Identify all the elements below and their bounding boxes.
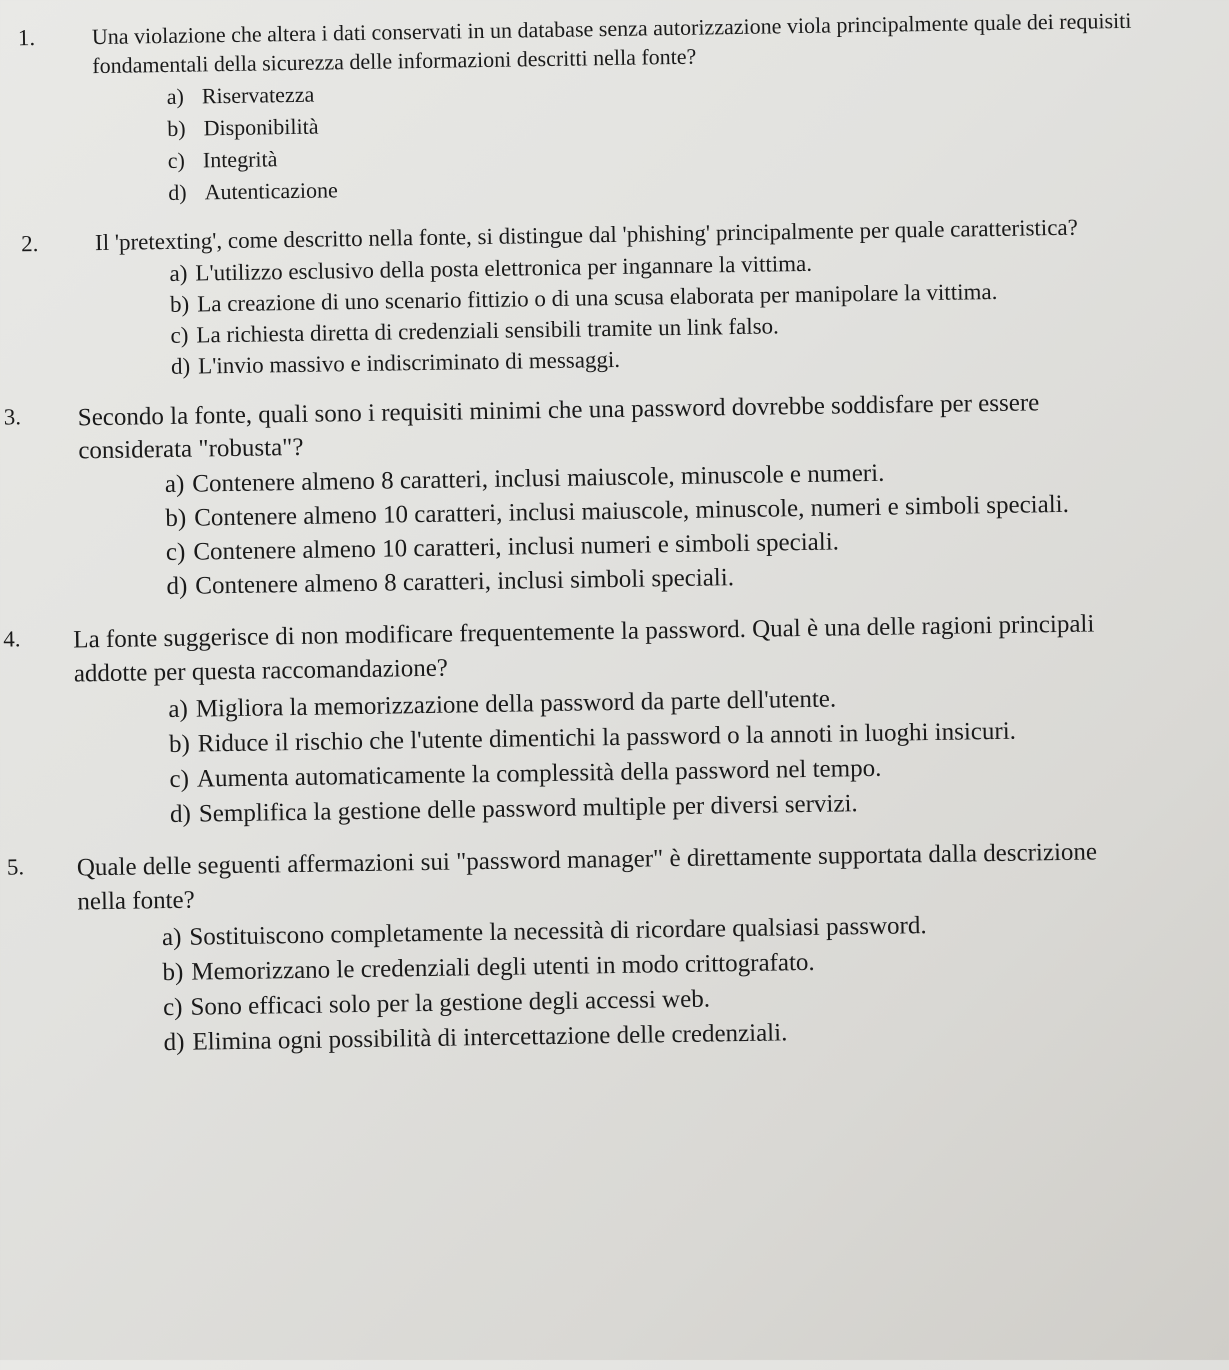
question-number: 4. xyxy=(3,626,21,652)
option-letter: c) xyxy=(169,765,190,794)
option-text: Autenticazione xyxy=(204,177,338,205)
option-text: Riduce il rischio che l'utente dimentichi la password o la annoti in luoghi insicuri. xyxy=(197,717,1017,758)
option-list xyxy=(0,65,1201,212)
question-1 xyxy=(0,5,1201,212)
option-text: Elimina ogni possibilità di intercettazione delle credenziali. xyxy=(192,1019,788,1056)
option-text: Migliora la memorizzazione della password da parte dell'utente. xyxy=(195,685,837,723)
option-letter: a) xyxy=(164,470,185,499)
option-letter: b) xyxy=(165,504,187,533)
option-text: Contenere almeno 8 caratteri, inclusi maiuscole, minuscole e numeri. xyxy=(192,459,885,498)
option-text: Integrità xyxy=(202,146,278,173)
option-text: Contenere almeno 8 caratteri, inclusi simboli speciali. xyxy=(195,564,735,600)
option-letter: d) xyxy=(168,179,187,205)
question-number: 3. xyxy=(3,404,22,430)
option-text: L'invio massivo e indiscriminato di messaggi. xyxy=(197,346,621,379)
option-text: Disponibilità xyxy=(203,113,319,141)
option-letter: a) xyxy=(161,923,182,952)
question-4 xyxy=(0,606,1211,835)
option-text: Contenere almeno 10 caratteri, inclusi numeri e simboli speciali. xyxy=(193,528,840,566)
question-number: 2. xyxy=(20,230,39,257)
option-letter: d) xyxy=(166,572,188,601)
question-text: La fonte suggerisce di non modificare frequentemente la password. Qual è una delle ragioni principali addotte per questa raccomandazione? xyxy=(73,610,1095,688)
option-text: Semplifica la gestione delle password multiple per diversi servizi. xyxy=(198,790,858,828)
option-text: Contenere almeno 10 caratteri, inclusi maiuscole, minuscole, numeri e simboli speciali. xyxy=(194,490,1070,532)
option-letter: d) xyxy=(163,1028,185,1057)
option-letter: c) xyxy=(167,147,186,173)
option-text: La creazione di uno scenario fittizio o di una scusa elaborata per manipolare la vittima. xyxy=(197,278,998,317)
option-text: Memorizzano le credenziali degli utenti in modo crittografato. xyxy=(191,948,815,986)
option-text: Riservatezza xyxy=(201,81,315,109)
option-letter: c) xyxy=(170,322,189,348)
question-text: Il 'pretexting', come descritto nella fonte, si distingue dal 'phishing' principalmente per quale caratteristica? xyxy=(94,214,1079,256)
question-text: Secondo la fonte, quali sono i requisiti minimi che una password dovrebbe soddisfare per essere considerata "robusta"? xyxy=(77,389,1040,465)
option-letter: a) xyxy=(169,260,188,286)
question-number: 1. xyxy=(17,25,36,51)
question-number: 5. xyxy=(6,854,25,880)
question-3 xyxy=(0,384,1208,607)
option-letter: b) xyxy=(168,730,190,759)
option-letter: c) xyxy=(165,538,186,567)
option-text: Aumenta automaticamente la complessità della password nel tempo. xyxy=(196,754,882,793)
question-2 xyxy=(0,211,1204,385)
option-letter: a) xyxy=(168,695,189,724)
option-list xyxy=(4,904,1215,1063)
option-text: La richiesta diretta di credenziali sensibili tramite un link falso. xyxy=(196,313,779,348)
option-letter: b) xyxy=(169,291,190,317)
option-letter: d) xyxy=(169,800,192,828)
option-list xyxy=(0,452,1208,607)
option-letter: a) xyxy=(166,83,185,109)
option-text: Sono efficaci solo per la gestione degli accessi web. xyxy=(190,985,711,1021)
option-text: Sostituiscono completamente la necessità di ricordare qualsiasi password. xyxy=(189,912,927,951)
question-text: Una violazione che altera i dati conservati in un database senza autorizzazione viola principalmente quale dei requisiti fondamentali della sicurezza delle informazioni descritti nella fonte? xyxy=(91,7,1132,79)
option-letter: d) xyxy=(170,353,191,379)
option-list xyxy=(0,242,1204,385)
option-letter: c) xyxy=(162,993,183,1022)
option-letter: b) xyxy=(167,115,186,141)
option-text: L'utilizzo esclusivo della posta elettronica per ingannare la vittima. xyxy=(195,250,813,286)
question-text: Quale delle seguenti affermazioni sui "password manager" è direttamente supportata dalla descrizione nella fonte? xyxy=(76,838,1098,916)
option-list xyxy=(0,676,1211,835)
option-letter: b) xyxy=(162,958,184,987)
question-5 xyxy=(3,834,1215,1063)
